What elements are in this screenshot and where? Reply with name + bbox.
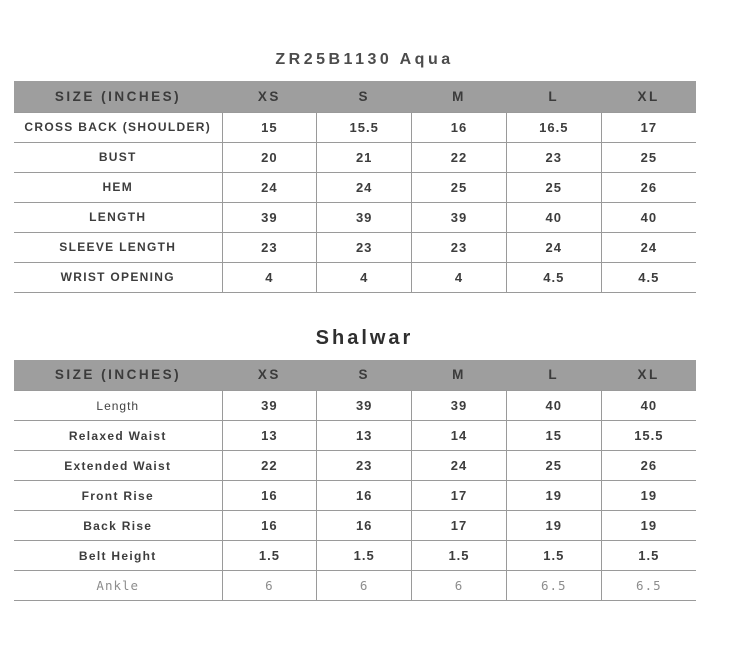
column-header: SIZE (INCHES)	[14, 360, 222, 391]
table-cell: 19	[506, 481, 601, 511]
table-cell: 17	[412, 511, 507, 541]
table-cell: 39	[222, 202, 317, 232]
row-label: Length	[96, 398, 140, 413]
table-cell: 6	[412, 571, 507, 601]
table-cell: 16.5	[506, 112, 601, 142]
header-row	[14, 360, 696, 391]
size-table-shalwar	[14, 360, 696, 602]
row-label: HEM	[102, 180, 134, 194]
table-row	[14, 451, 696, 481]
table-cell: 20	[222, 142, 317, 172]
column-header: L	[506, 81, 601, 112]
table-cell: 6	[317, 571, 412, 601]
table-cell: 6.5	[601, 571, 696, 601]
table-cell: 25	[506, 451, 601, 481]
table-cell: 6.5	[506, 571, 601, 601]
table-cell: 24	[412, 451, 507, 481]
row-label: SLEEVE LENGTH	[59, 240, 177, 254]
header-row	[14, 81, 696, 112]
table-cell: 15.5	[317, 112, 412, 142]
table-cell: 40	[601, 391, 696, 421]
table-cell: 23	[412, 232, 507, 262]
table-cell: 40	[601, 202, 696, 232]
table-cell: 39	[412, 391, 507, 421]
table-row	[14, 541, 696, 571]
table-cell: 1.5	[601, 541, 696, 571]
table-cell: 26	[601, 451, 696, 481]
table-cell: 22	[412, 142, 507, 172]
table-cell: 4.5	[506, 262, 601, 292]
table-cell: 25	[412, 172, 507, 202]
table-cell: 24	[506, 232, 601, 262]
table-cell: 23	[317, 451, 412, 481]
column-header: M	[412, 81, 507, 112]
table-row	[14, 391, 696, 421]
table-row	[14, 481, 696, 511]
table-cell: 25	[506, 172, 601, 202]
table-cell: 17	[601, 112, 696, 142]
table-row	[14, 172, 696, 202]
table-cell: 13	[317, 421, 412, 451]
table-cell: 39	[222, 391, 317, 421]
row-label: CROSS BACK (SHOULDER)	[24, 120, 212, 134]
table-cell: 16	[317, 511, 412, 541]
row-label: Back Rise	[83, 518, 153, 533]
table-cell: 26	[601, 172, 696, 202]
table-cell: 1.5	[412, 541, 507, 571]
column-header: XS	[222, 360, 317, 391]
row-label: WRIST OPENING	[60, 270, 175, 284]
table-cell: 16	[222, 511, 317, 541]
row-label: Relaxed Waist	[68, 428, 167, 443]
table-cell: 4	[222, 262, 317, 292]
table-cell: 19	[601, 511, 696, 541]
table-cell: 15.5	[601, 421, 696, 451]
column-header: XL	[601, 81, 696, 112]
table-row	[14, 142, 696, 172]
column-header: S	[317, 81, 412, 112]
row-label: Ankle	[96, 578, 140, 593]
table-cell: 4.5	[601, 262, 696, 292]
table-cell: 24	[222, 172, 317, 202]
table-cell: 39	[317, 391, 412, 421]
table-cell: 4	[317, 262, 412, 292]
table-cell: 40	[506, 202, 601, 232]
table-cell: 21	[317, 142, 412, 172]
table-row	[14, 511, 696, 541]
table-cell: 39	[412, 202, 507, 232]
table-cell: 25	[601, 142, 696, 172]
table-row	[14, 112, 696, 142]
table-row	[14, 232, 696, 262]
table-row	[14, 571, 696, 601]
row-label: BUST	[98, 150, 137, 164]
row-label: LENGTH	[89, 210, 147, 224]
table-cell: 16	[222, 481, 317, 511]
table-cell: 1.5	[222, 541, 317, 571]
table-cell: 23	[222, 232, 317, 262]
table-cell: 4	[412, 262, 507, 292]
column-header: S	[317, 360, 412, 391]
table-cell: 19	[506, 511, 601, 541]
table-cell: 1.5	[506, 541, 601, 571]
table-cell: 14	[412, 421, 507, 451]
table-cell: 16	[317, 481, 412, 511]
row-label: Extended Waist	[64, 458, 172, 473]
size-table-top	[14, 81, 696, 293]
table-row	[14, 421, 696, 451]
column-header: M	[412, 360, 507, 391]
row-label: Belt Height	[78, 548, 157, 563]
column-header: XL	[601, 360, 696, 391]
column-header: XS	[222, 81, 317, 112]
table-cell: 15	[222, 112, 317, 142]
section-title-shalwar: Shalwar	[315, 326, 414, 349]
table-cell: 15	[506, 421, 601, 451]
table-cell: 23	[506, 142, 601, 172]
table-cell: 24	[601, 232, 696, 262]
table-cell: 40	[506, 391, 601, 421]
table-row	[14, 262, 696, 292]
table-cell: 17	[412, 481, 507, 511]
table-cell: 13	[222, 421, 317, 451]
column-header: SIZE (INCHES)	[14, 81, 222, 112]
table-cell: 1.5	[317, 541, 412, 571]
row-label: Front Rise	[81, 488, 154, 503]
table-cell: 23	[317, 232, 412, 262]
table-cell: 16	[412, 112, 507, 142]
table-cell: 19	[601, 481, 696, 511]
table-row	[14, 202, 696, 232]
column-header: L	[506, 360, 601, 391]
table-cell: 6	[222, 571, 317, 601]
page-title: ZR25B1130 Aqua	[275, 51, 454, 68]
table-cell: 22	[222, 451, 317, 481]
table-cell: 39	[317, 202, 412, 232]
table-cell: 24	[317, 172, 412, 202]
